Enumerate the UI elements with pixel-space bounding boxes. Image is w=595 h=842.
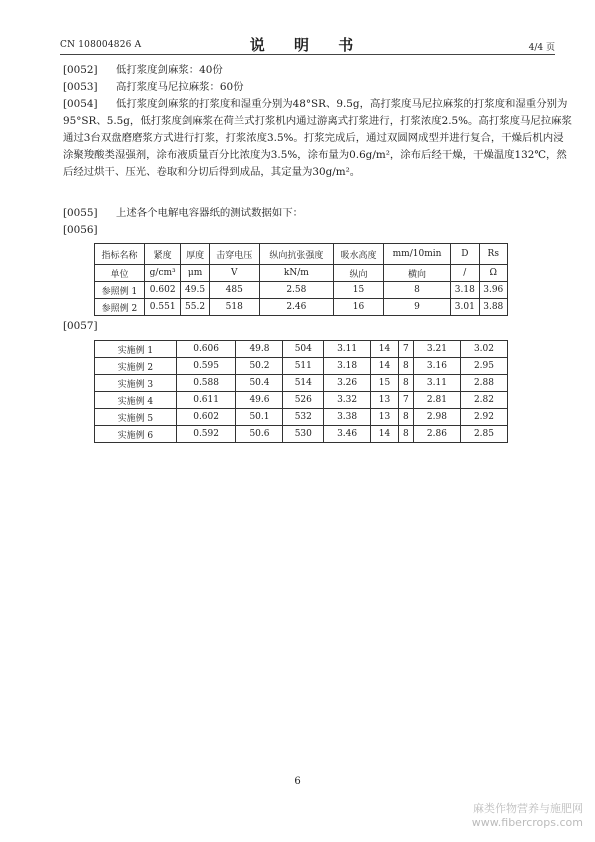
table-row (95, 409, 508, 426)
table-cell: 实施例 3 (95, 375, 177, 392)
table-cell: 7 (398, 392, 413, 409)
unit-cell: g/cm³ (144, 265, 180, 282)
paragraph-number: [0052] (63, 64, 98, 76)
paragraph-number: [0053] (63, 81, 98, 93)
table-cell: 2.82 (460, 392, 507, 409)
paragraph-number: [0054] (63, 98, 98, 110)
table-cell: 3.01 (451, 299, 479, 316)
paragraph-text: 低打浆度剑麻浆：40份 (116, 64, 223, 76)
paragraph-text: 上述各个电解电容器纸的测试数据如下： (116, 207, 304, 219)
paragraph-text: 高打浆度马尼拉麻浆：60份 (116, 81, 244, 93)
header-cell: 纵向抗张强度 (259, 244, 333, 265)
table-cell: 2.86 (413, 426, 460, 443)
table-header-row (95, 244, 508, 265)
page-number: 6 (294, 776, 301, 787)
document-title: 说 明 书 (249, 36, 366, 54)
table-cell: 3.46 (324, 426, 371, 443)
watermark-url: www.fibercrops.com (471, 816, 583, 829)
table-cell: 9 (383, 299, 450, 316)
table-cell: 50.6 (236, 426, 283, 443)
table-cell: 514 (283, 375, 324, 392)
header-cell: D (451, 244, 479, 265)
table-row (95, 282, 508, 299)
unit-cell: / (451, 265, 479, 282)
table-cell: 485 (209, 282, 259, 299)
table-cell: 参照例 1 (95, 282, 145, 299)
table-cell: 518 (209, 299, 259, 316)
unit-cell: 纵向 (333, 265, 383, 282)
table-cell: 13 (371, 409, 399, 426)
table-cell: 15 (333, 282, 383, 299)
table-cell: 3.11 (324, 341, 371, 358)
example-table (94, 340, 508, 443)
table-cell: 16 (333, 299, 383, 316)
table-cell: 14 (371, 426, 399, 443)
table-cell: 实施例 4 (95, 392, 177, 409)
table-cell: 3.38 (324, 409, 371, 426)
table-cell: 参照例 2 (95, 299, 145, 316)
paragraph-0053 (63, 79, 573, 96)
table-cell: 3.16 (413, 358, 460, 375)
table-cell: 0.551 (144, 299, 180, 316)
table-cell: 2.58 (259, 282, 333, 299)
paragraph-0052 (63, 62, 573, 79)
page-header (60, 34, 555, 55)
table-cell: 2.85 (460, 426, 507, 443)
table-cell: 50.2 (236, 358, 283, 375)
table-row (95, 341, 508, 358)
unit-cell: 单位 (95, 265, 145, 282)
table-cell: 8 (398, 426, 413, 443)
watermark-line: 麻类作物营养与施肥网 (473, 802, 583, 815)
table-cell: 504 (283, 341, 324, 358)
table-row (95, 426, 508, 443)
table-cell: 0.606 (176, 341, 236, 358)
table-cell: 526 (283, 392, 324, 409)
table-cell: 8 (398, 375, 413, 392)
table-cell: 3.96 (479, 282, 507, 299)
reference-table (94, 243, 508, 316)
table-row (95, 392, 508, 409)
table-cell: 实施例 2 (95, 358, 177, 375)
table-cell: 8 (383, 282, 450, 299)
table-cell: 49.8 (236, 341, 283, 358)
table-cell: 0.588 (176, 375, 236, 392)
paragraph-number: [0057] (63, 320, 98, 332)
header-cell: 吸水高度 (333, 244, 383, 265)
table-row (95, 299, 508, 316)
unit-cell: Ω (479, 265, 507, 282)
table-cell: 3.18 (324, 358, 371, 375)
table-cell: 50.1 (236, 409, 283, 426)
table-cell: 511 (283, 358, 324, 375)
table-cell: 49.5 (181, 282, 209, 299)
table-cell: 0.592 (176, 426, 236, 443)
table-units-row (95, 265, 508, 282)
table-row (95, 375, 508, 392)
unit-cell: 横向 (383, 265, 450, 282)
unit-cell: V (209, 265, 259, 282)
header-cell: 厚度 (181, 244, 209, 265)
table-cell: 0.602 (144, 282, 180, 299)
header-cell: Rs (479, 244, 507, 265)
header-cell: 击穿电压 (209, 244, 259, 265)
table-row (95, 358, 508, 375)
paragraph-text: 低打浆度剑麻浆的打浆度和湿重分别为48°SR、9.5g，高打浆度马尼拉麻浆的打浆度和湿重分别为95°SR、5.5g，低打浆度剑麻浆在荷兰式打浆机内通过游离式打浆进行，打浆浓度2.5%。高打浆度马尼拉麻浆通过3台双盘磨磨浆方式进行打浆，打浆浓度3.5%。打浆完成后，通过双圆网成型并进行复合，干燥后机内浸涂聚羧酸类湿强剂，涂布液质量百分比浓度为3.5%，涂布量为0.6g/m²，涂布后经干燥，干燥温度132℃，然后经过烘干、压光、卷取和分切后得到成品，其定量为30g/m²。 (63, 98, 572, 178)
paragraph-number: [0055] (63, 207, 98, 219)
table-cell: 2.88 (460, 375, 507, 392)
table-cell: 49.6 (236, 392, 283, 409)
table-cell: 2.81 (413, 392, 460, 409)
paragraph-number: [0056] (63, 224, 98, 236)
example-table-body (95, 341, 508, 443)
header-cell: mm/10min (383, 244, 450, 265)
table-cell: 3.26 (324, 375, 371, 392)
table-cell: 3.02 (460, 341, 507, 358)
table-cell: 7 (398, 341, 413, 358)
unit-cell: μm (181, 265, 209, 282)
paragraph-0055 (63, 205, 573, 222)
patent-number: CN 108004826 A (60, 40, 142, 50)
table-cell: 3.32 (324, 392, 371, 409)
table-cell: 530 (283, 426, 324, 443)
table-cell: 2.95 (460, 358, 507, 375)
table-cell: 14 (371, 358, 399, 375)
table-cell: 0.611 (176, 392, 236, 409)
table-cell: 8 (398, 358, 413, 375)
header-cell: 紧度 (144, 244, 180, 265)
table-cell: 50.4 (236, 375, 283, 392)
table-cell: 14 (371, 341, 399, 358)
table-cell: 3.88 (479, 299, 507, 316)
table-cell: 2.92 (460, 409, 507, 426)
table-cell: 13 (371, 392, 399, 409)
header-cell: 指标名称 (95, 244, 145, 265)
paragraph-0054 (63, 96, 573, 181)
table-cell: 3.11 (413, 375, 460, 392)
page-indicator: 4/4 页 (528, 43, 555, 53)
table-cell: 0.595 (176, 358, 236, 375)
table-cell: 2.98 (413, 409, 460, 426)
unit-cell: kN/m (259, 265, 333, 282)
table-cell: 3.21 (413, 341, 460, 358)
table-cell: 15 (371, 375, 399, 392)
table-cell: 532 (283, 409, 324, 426)
table-cell: 0.602 (176, 409, 236, 426)
table-cell: 55.2 (181, 299, 209, 316)
watermark (472, 802, 583, 830)
table-cell: 8 (398, 409, 413, 426)
table-cell: 3.18 (451, 282, 479, 299)
table-cell: 实施例 6 (95, 426, 177, 443)
table-cell: 实施例 1 (95, 341, 177, 358)
table-cell: 实施例 5 (95, 409, 177, 426)
table-cell: 2.46 (259, 299, 333, 316)
